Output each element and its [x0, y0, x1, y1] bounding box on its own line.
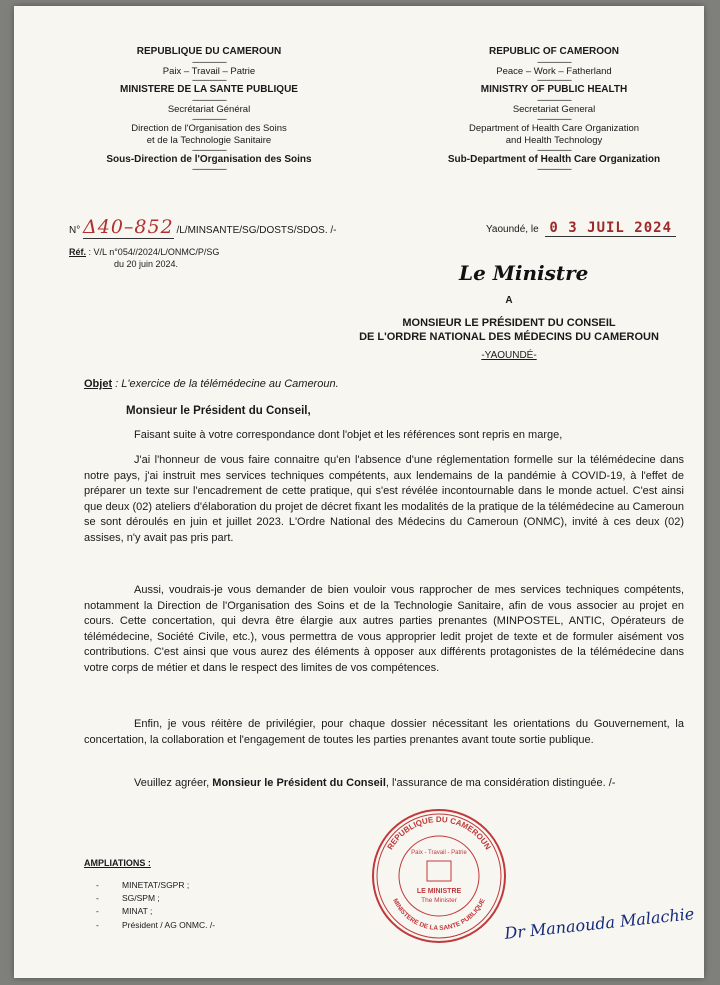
ministry-fr: MINISTERE DE LA SANTE PUBLIQUE — [120, 84, 298, 96]
date-place: Yaoundé, le — [486, 224, 539, 235]
handwritten-signature: Dr Manaouda Malachie — [503, 904, 696, 943]
list-item: - MINAT ; — [104, 905, 215, 918]
seal-center-2: The Minister — [421, 897, 457, 904]
paragraph-1: Faisant suite à votre correspondance dont l'objet et les références sont repris en marge, — [134, 429, 563, 441]
country-en: REPUBLIC OF CAMEROON — [489, 46, 619, 57]
number-label: N° — [69, 225, 81, 236]
country-fr: REPUBLIQUE DU CAMEROUN — [136, 46, 282, 57]
list-item: - MINETAT/SGPR ; — [104, 879, 215, 892]
ref-date: du 20 juin 2024. — [114, 259, 179, 270]
list-item: - SG/SPM ; — [104, 892, 215, 905]
divider: ----------------- — [192, 56, 226, 67]
date-line — [486, 220, 676, 237]
closing-pre: Veuillez agréer, — [134, 777, 213, 789]
subject-text: : L'exercice de la télémédecine au Cameroun. — [112, 378, 339, 390]
ampliations-list — [104, 879, 215, 932]
official-seal-icon — [369, 806, 509, 946]
divider: ----------------- — [537, 144, 571, 155]
seal-outer-top: REPUBLIQUE DU CAMEROUN — [385, 814, 493, 852]
date-stamp: 0 3 JUIL 2024 — [545, 220, 676, 237]
subject-line — [84, 378, 339, 390]
ministry-en: MINISTRY OF PUBLIC HEALTH — [480, 84, 628, 96]
addressee-line-2: DE L'ORDRE NATIONAL DES MÉDECINS DU CAMEROUN — [359, 331, 659, 344]
direction-fr-2: et de la Technologie Sanitaire — [146, 134, 272, 146]
direction-fr-1: Direction de l'Organisation des Soins — [131, 122, 287, 134]
seal-inner: Paix - Travail - Patrie — [411, 850, 467, 856]
closing-bold: Monsieur le Président du Conseil — [212, 777, 386, 789]
seal-outer-bottom: MINISTERE DE LA SANTE PUBLIQUE — [391, 897, 487, 933]
divider: ----------------- — [192, 113, 226, 124]
paragraph-4: Enfin, je vous réitère de privilégier, pour chaque dossier nécessitant les orientations du Gouvernement, la concertation, la collaboration et l'engagement de toutes les parties prenantes avant toute sortie publique. — [84, 718, 684, 746]
reference-block — [69, 246, 219, 270]
sender-title: Le Ministre — [459, 261, 589, 285]
divider: ----------------- — [537, 75, 571, 86]
list-item: - Président / AG ONMC. /- — [104, 919, 215, 932]
ampliations-label: AMPLIATIONS : — [84, 858, 151, 868]
addressee-block — [344, 294, 674, 363]
header-left — [84, 46, 334, 173]
ref-label: Réf. — [69, 247, 87, 257]
divider: ----------------- — [537, 164, 571, 174]
department-en-2: and Health Technology — [505, 134, 603, 146]
divider: ----------------- — [537, 94, 571, 105]
subdepartment-en: Sub-Department of Health Care Organization — [447, 153, 661, 165]
divider: ----------------- — [537, 56, 571, 67]
seal-center-1: LE MINISTRE — [416, 888, 462, 895]
addressee-a: A — [505, 295, 513, 306]
letter-page — [14, 6, 704, 978]
subject-label: Objet — [84, 378, 113, 390]
divider: ----------------- — [537, 113, 571, 124]
reference-number — [69, 216, 337, 238]
divider: ----------------- — [192, 144, 226, 155]
ref-text: : V/L n°054//2024/L/ONMC/P/SG — [88, 247, 220, 257]
secretariat-fr: Secrétariat Général — [167, 103, 251, 115]
motto-en: Peace – Work – Fatherland — [496, 65, 612, 77]
subdirection-fr: Sous-Direction de l'Organisation des Soins — [106, 153, 312, 165]
paragraph-3: Aussi, voudrais-je vous demander de bien vouloir vous rapprocher de mes services techniques compétents, notamment la Direction de l'Organisation des Soins et de la Technologie Sanitaire, afin de vous associer au projet en cours. Cette concertation, qui devra être élargie aux autres parties prenantes (MINPOSTEL, ANTIC, Opérateurs de télémédecine, Société Civile, etc.), vous permettra de vous approprier ledit projet de texte et de formuler aisément vos contributions. C'est ainsi que vous aurez des éléments à opposer aux différents protagonistes de la télémédecine dans votre corps de métier et dans le respect des limites de vos compétences. — [84, 584, 684, 675]
handwritten-number: Δ40–852 — [83, 216, 174, 238]
divider: ----------------- — [192, 164, 226, 174]
divider: ----------------- — [192, 94, 226, 105]
addressee-city: -YAOUNDÉ- — [481, 350, 537, 362]
reference-suffix: /L/MINSANTE/SG/DOSTS/SDOS. /- — [176, 225, 337, 236]
motto-fr: Paix – Travail – Patrie — [162, 65, 256, 77]
closing-paragraph — [84, 776, 684, 792]
department-en-1: Department of Health Care Organization — [468, 122, 640, 134]
salutation: Monsieur le Président du Conseil, — [126, 405, 311, 417]
paragraph-2: J'ai l'honneur de vous faire connaitre qu'en l'absence d'une réglementation formelle sur la télémédecine dans notre pays, j'ai instruit mes services techniques compétents, aux lendemains de la pandémie à COVID-19, à l'effet de préparer un texte sur l'encadrement de cette pratique, qui s'est révélée incontournable dans le monde actuel. C'est ainsi que deux (02) ateliers d'élaboration du projet de décret fixant les modalités de la pratique de la télémédecine au Cameroun se sont déroulés en juin et juillet 2023. L'Ordre National des Médecins du Cameroun (ONMC), invité à ces deux (02) assises, n'y avait pas pris part. — [84, 454, 684, 545]
divider: ----------------- — [192, 75, 226, 86]
secretariat-en: Secretariat General — [512, 103, 596, 115]
addressee-line-1: MONSIEUR LE PRÉSIDENT DU CONSEIL — [402, 316, 616, 329]
header-right — [444, 46, 664, 173]
closing-post: , l'assurance de ma considération distinguée. /- — [385, 777, 616, 789]
